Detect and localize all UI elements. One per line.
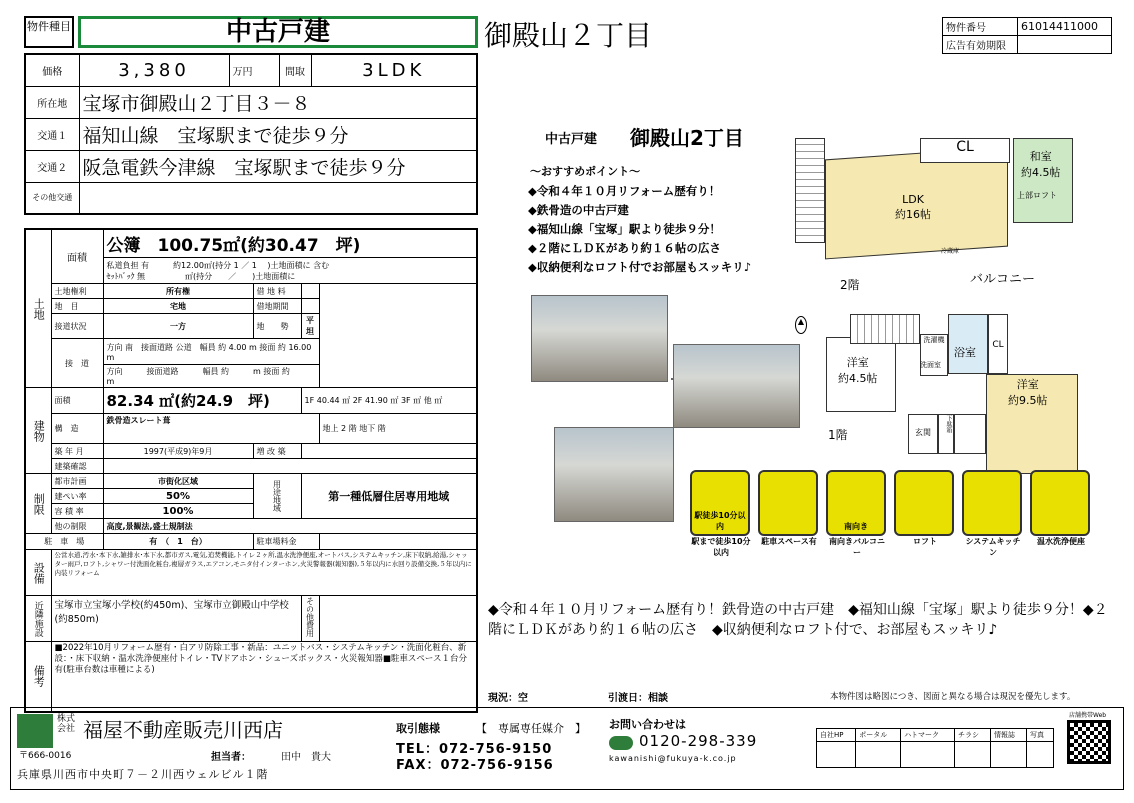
parking-label: 駐 車 場 xyxy=(25,534,103,550)
nearby-text: 宝塚市立宝塚小学校(約450m)、宝塚市立御殿山中学校(約850m) xyxy=(51,596,301,642)
road-line-2: 方向 接面道路 幅員 約 m 接面 約 m xyxy=(103,365,319,388)
company-name: 福屋不動産販売川西店 xyxy=(83,718,283,742)
promo-point: ◆令和４年１０月リフォーム歴有り！ xyxy=(528,184,721,198)
property-id-table xyxy=(942,17,1112,54)
company-postal: 〒666-0016 xyxy=(19,751,72,761)
feature-loft-icon: ロフト xyxy=(894,470,956,558)
ad-label: 広告有効期限 xyxy=(943,36,1018,54)
stories-value: 地上 2 階 地下 階 xyxy=(319,414,477,444)
property-title: 御殿山２丁目 xyxy=(484,19,653,52)
washitsu-label: 和室 xyxy=(1029,150,1052,163)
price-unit: 万円 xyxy=(229,54,279,86)
other-fees-label: その他費用 xyxy=(301,596,319,642)
stairs xyxy=(795,138,825,243)
address-value: 宝塚市御殿山２丁目３－８ xyxy=(79,86,477,118)
land-category-label: 地 目 xyxy=(51,299,103,314)
rep-label: 担当者： xyxy=(211,752,251,763)
promo-point: ◆２階にＬＤＫがあり約１６帖の広さ xyxy=(528,241,721,255)
parking-value: 有 （ 1 台） xyxy=(103,534,253,550)
exterior-photo-2 xyxy=(673,344,800,428)
footer xyxy=(10,707,1124,790)
property-type: 中古戸建 xyxy=(78,16,478,48)
handover-date: 引渡日：相談 xyxy=(608,693,668,704)
freedial-icon xyxy=(609,736,633,750)
shoe-box-label: 下駄箱 xyxy=(938,414,954,454)
other-limit-label: 他の制限 xyxy=(51,519,103,534)
far-value: 100% xyxy=(103,504,253,519)
street-photo-1 xyxy=(554,427,674,522)
land-section-label: 土地 xyxy=(25,229,51,388)
structure-value: 鉄骨造スレート葺 xyxy=(103,414,319,444)
media-table xyxy=(816,728,1054,768)
transit1-label: 交通１ xyxy=(25,118,79,150)
details-table xyxy=(24,228,478,713)
road-status-label: 接道状況 xyxy=(51,314,103,339)
facilities-text: 公営水道,汚水･本下水,雑排水･本下水,都市ガス,電気,追焚機能,トイレ２ヶ所,温水洗浄便座,オートバス,システムキッチン,床下収納,給湯,シャッター雨戸,ロフト,シャワー付洗面化粧台,複層ガラス,エアコン,モニタ付インターホン,火災警報器(報知器),５年以内に水回り設備交換,５年以内に内装リフォーム xyxy=(51,550,477,596)
parking-fee-label: 駐車場料金 xyxy=(253,534,319,550)
washitsu-size: 約4.5帖 xyxy=(1021,166,1061,179)
promo-point: ◆福知山線「宝塚」駅より徒歩９分！ xyxy=(528,222,721,236)
freedial-number: 0120-298-339 xyxy=(639,732,758,750)
city-plan-value: 市街化区域 xyxy=(103,474,253,489)
fridge-label: 冷蔵庫 xyxy=(941,248,960,255)
other-limit-value: 高度,景観法,盛土規制法 xyxy=(103,519,477,534)
far-label: 容 積 率 xyxy=(51,504,103,519)
building-section-label: 建物 xyxy=(25,388,51,474)
type-label: 物件種目 xyxy=(27,20,71,33)
media-cell: ハトマーク xyxy=(901,729,955,742)
promo-title: 御殿山2丁目 xyxy=(630,126,744,150)
setback-line: ｾｯﾄﾊﾞｯｸ 無 ㎡(持分 ／ )土地面積に xyxy=(106,271,296,281)
company-logo-icon xyxy=(17,714,53,748)
inquiry-label: お問い合わせは xyxy=(609,718,686,731)
use-zone-value: 第一種低層住居専用地域 xyxy=(301,474,477,519)
id-label: 物件番号 xyxy=(943,18,1018,36)
current-status: 現況：空 xyxy=(488,693,528,704)
layout-label: 間取 xyxy=(279,54,311,86)
cl-2f: CL xyxy=(920,138,1010,163)
structure-label: 構 造 xyxy=(51,414,103,444)
renovation-label: 増 改 築 xyxy=(253,444,301,459)
floor-plan-1f xyxy=(808,312,1078,472)
feature-parking-icon: 駐車スペース有 xyxy=(758,470,820,558)
remarks-label: 備考 xyxy=(25,642,51,712)
land-category-value: 宅地 xyxy=(103,299,253,314)
feature-station-icon: 駅徒歩10分以内 駅まで徒歩10分以内 xyxy=(690,470,752,558)
media-cell: チラシ xyxy=(955,729,991,742)
private-road-line: 私道負担 有 約12.00㎡(持分 1 ／ 1 )土地面積に 含む xyxy=(106,260,330,270)
feature-kitchen-icon: システムキッチン xyxy=(962,470,1024,558)
address-label: 所在地 xyxy=(25,86,79,118)
media-cell: 写真 xyxy=(1026,729,1053,742)
stairs-1f xyxy=(850,314,920,344)
room1-size: 約4.5帖 xyxy=(838,372,878,385)
company-address: 兵庫県川西市中央町７－２川西ウェルビル１階 xyxy=(17,768,269,781)
nearby-label: 近隣施設 xyxy=(25,596,51,642)
road-line-1: 方向 南 接面道路 公道 幅員 約 4.00 m 接面 約 16.00 m xyxy=(103,339,319,365)
price-value: 3,380 xyxy=(79,54,229,86)
promo-points xyxy=(528,182,751,277)
built-value: 1997(平成9)年9月 xyxy=(103,444,253,459)
promo-point: ◆収納便利なロフト付でお部屋もスッキリ♪ xyxy=(528,260,752,274)
promo-heading: ～おすすめポイント～ xyxy=(530,165,641,178)
cl-1f: CL xyxy=(988,314,1008,374)
bath-label: 浴室 xyxy=(954,346,976,359)
land-area-value: 公簿 100.75㎡(約30.47 坪) xyxy=(103,229,477,258)
remarks-text: ■2022年10月リフォーム歴有・白アリ防除工事・新品：ユニットバス・システムキッチン・洗面化粧台、新設：・床下収納・温水洗浄便座付トイレ・TVドアホン・シューズボックス・火災報知器■駐車スペース１台分有(駐車台数は車種による) xyxy=(51,642,477,712)
feature-icons xyxy=(690,470,1092,558)
laundry-label: 洗濯機 xyxy=(920,334,948,376)
balcony-label: バルコニー xyxy=(970,272,1036,287)
company-kabu: 株式会社 xyxy=(57,714,76,734)
building-check-label: 建築確認 xyxy=(51,459,103,474)
feature-south-icon: 南向き 南向きバルコニー xyxy=(826,470,888,558)
lease-fee-label: 借 地 料 xyxy=(253,284,301,299)
entry-label: 玄関 xyxy=(908,414,938,454)
fax-number: FAX：072-756-9156 xyxy=(396,758,554,773)
floor-2-label: 2階 xyxy=(840,278,860,292)
media-cell: 情報誌 xyxy=(990,729,1026,742)
deal-value: 【 専属専任媒介 】 xyxy=(476,722,586,735)
lease-term-label: 借地期間 xyxy=(253,299,301,314)
tel-number: TEL：072-756-9150 xyxy=(396,742,553,757)
room2-label: 洋室 xyxy=(1016,378,1039,391)
deal-label: 取引態様 xyxy=(396,722,440,735)
bcr-label: 建ぺい率 xyxy=(51,489,103,504)
feature-toilet-icon: 温水洗浄便座 xyxy=(1030,470,1092,558)
promo-tag: 中古戸建 xyxy=(545,132,598,147)
terrain-label: 地 勢 xyxy=(253,314,301,339)
building-area-label: 面積 xyxy=(51,388,103,414)
land-right-value: 所有権 xyxy=(103,284,253,299)
use-zone-label: 用途地域 xyxy=(253,474,301,519)
id-value: 61014411000 xyxy=(1017,18,1111,36)
terrain-value: 平坦 xyxy=(301,314,319,339)
basic-info-table xyxy=(24,53,478,215)
company-email: kawanishi@fukuya-k.co.jp xyxy=(609,754,737,763)
bcr-value: 50% xyxy=(103,489,253,504)
layout-value: 3LDK xyxy=(311,54,477,86)
loft-label: 上部ロフト xyxy=(1017,191,1057,200)
rep-name: 田中 貴大 xyxy=(281,752,331,763)
transit2-label: 交通２ xyxy=(25,150,79,182)
compass-icon: ▲ xyxy=(795,316,807,334)
media-cell: 自社HP xyxy=(817,729,856,742)
other-transit-label: その他交通 xyxy=(25,182,79,214)
transit2-value: 阪急電鉄今津線 宝塚駅まで徒歩９分 xyxy=(79,150,477,182)
type-label-box xyxy=(24,16,74,48)
toilet-room xyxy=(954,414,986,454)
promo-point: ◆鉄骨造の中古戸建 xyxy=(528,203,629,217)
media-cell: ポータル xyxy=(856,729,901,742)
road-label: 接 道 xyxy=(51,339,103,388)
built-label: 築 年 月 xyxy=(51,444,103,459)
land-right-label: 土地権利 xyxy=(51,284,103,299)
room1-label: 洋室 xyxy=(846,356,869,369)
room2-size: 約9.5帖 xyxy=(1008,394,1048,407)
qr-label: 店舗携帯Web xyxy=(1069,712,1107,719)
zoning-section-label: 制限 xyxy=(25,474,51,534)
floor-areas: 1F 40.44 ㎡ 2F 41.90 ㎡ 3F ㎡ 他 ㎡ xyxy=(301,388,477,414)
ldk-label: LDK xyxy=(902,193,924,206)
ldk-size: 約16帖 xyxy=(895,208,931,221)
land-area-label: 面積 xyxy=(51,229,103,284)
road-status-value: 一方 xyxy=(103,314,253,339)
wash-label: 洗面室 xyxy=(920,361,941,369)
exterior-photo-1 xyxy=(531,295,668,382)
qr-code-icon[interactable] xyxy=(1067,720,1111,764)
facilities-label: 設備 xyxy=(25,550,51,596)
transit1-value: 福知山線 宝塚駅まで徒歩９分 xyxy=(79,118,477,150)
building-area-value: 82.34 ㎡(約24.9 坪) xyxy=(103,388,301,414)
city-plan-label: 都市計画 xyxy=(51,474,103,489)
summary-text: ◆令和４年１０月リフォーム歴有り！鉄骨造の中古戸建 ◆福知山線「宝塚」駅より徒歩９分！◆２階にＬＤＫがあり約１６帖の広さ ◆収納便利なロフト付で、お部屋もスッキリ♪ xyxy=(488,602,1108,638)
disclaimer-note: 本物件図は略図につき、図面と異なる場合は現況を優先します。 xyxy=(830,692,1076,702)
price-label: 価格 xyxy=(25,54,79,86)
floor-1-label: 1階 xyxy=(828,428,848,442)
